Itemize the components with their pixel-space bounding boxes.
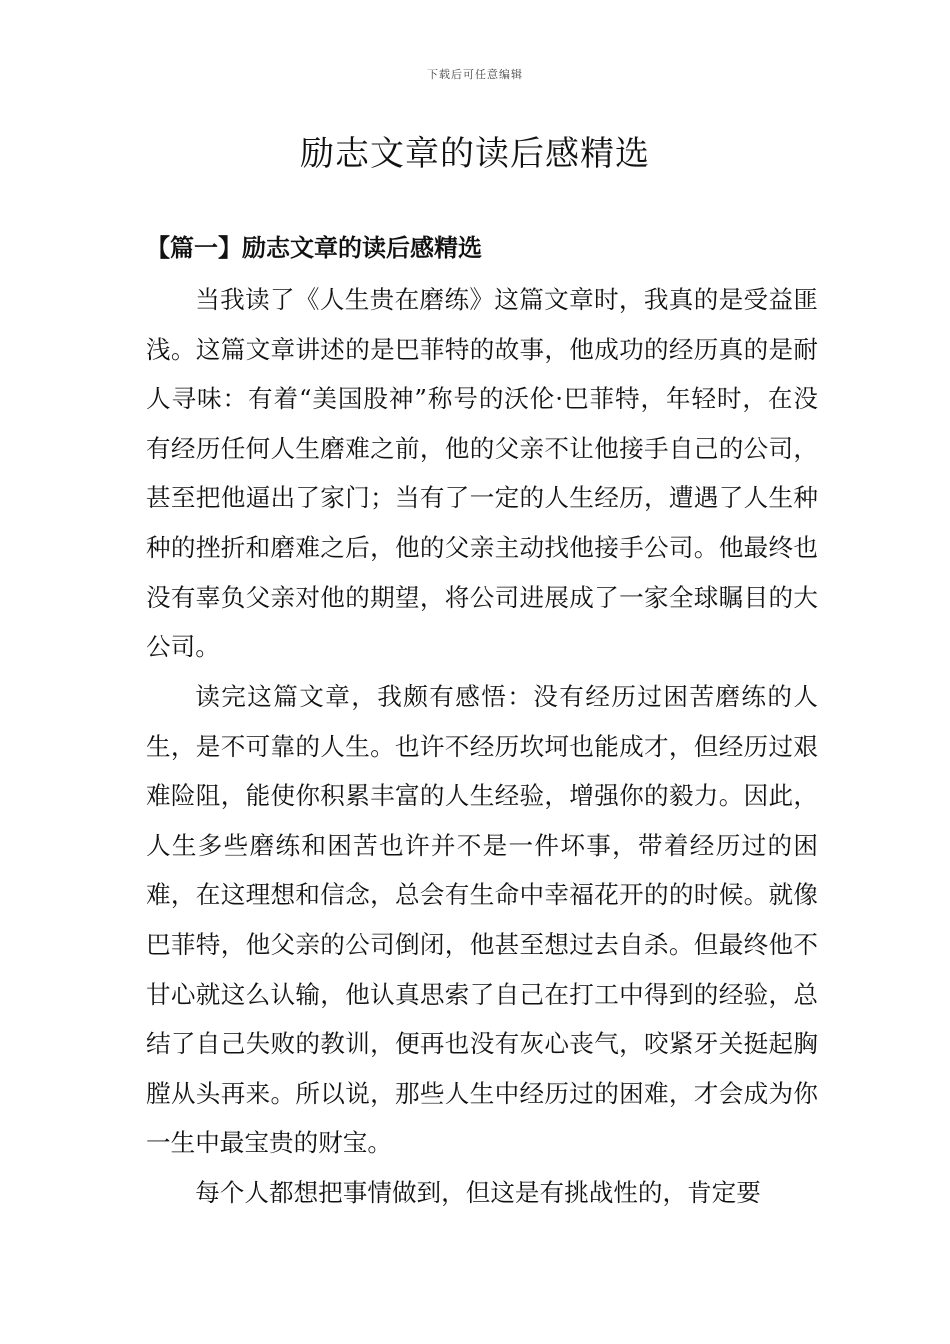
body-paragraph: 每个人都想把事情做到，但这是有挑战性的，肯定要 — [195, 1178, 761, 1207]
body-paragraph: 读完这篇文章，我颇有感悟：没有经历过困苦磨练的人生，是不可靠的人生。也许不经历坎坷也能成才，但经历过艰难险阻，能使你积累丰富的人生经验，增强你的毅力。因此，人生多些磨练和困苦也许并不是一件坏事，带着经历过的困难，在这理想和信念，总会有生命中幸福花开的的时候。就像巴菲特，他父亲的公司倒闭，他甚至想过去自杀。但最终他不甘心就这么认输，他认真思索了自己在打工中得到的经验，总结了自己失败的教训，便再也没有灰心丧气，咬紧牙关挺起胸膛从头再来。所以说，那些人生中经历过的困难，才会成为你一生中最宝贵的财宝。 — [146, 682, 818, 1158]
section-heading: 【篇一】励志文章的读后感精选 — [146, 233, 482, 262]
body-paragraph: 当我读了《人生贵在磨练》这篇文章时，我真的是受益匪浅。这篇文章讲述的是巴菲特的故事，他成功的经历真的是耐人寻味：有着“美国股神”称号的沃伦·巴菲特，年轻时，在没有经历任何人生磨难之前，他的父亲不让他接手自己的公司，甚至把他逼出了家门；当有了一定的人生经历，遭遇了人生种种的挫折和磨难之后，他的父亲主动找他接手公司。他最终也没有辜负父亲对他的期望，将公司进展成了一家全球瞩目的大公司。 — [146, 285, 818, 662]
document-title: 励志文章的读后感精选 — [300, 134, 650, 174]
page-header-note: 下载后可任意编辑 — [427, 68, 523, 81]
